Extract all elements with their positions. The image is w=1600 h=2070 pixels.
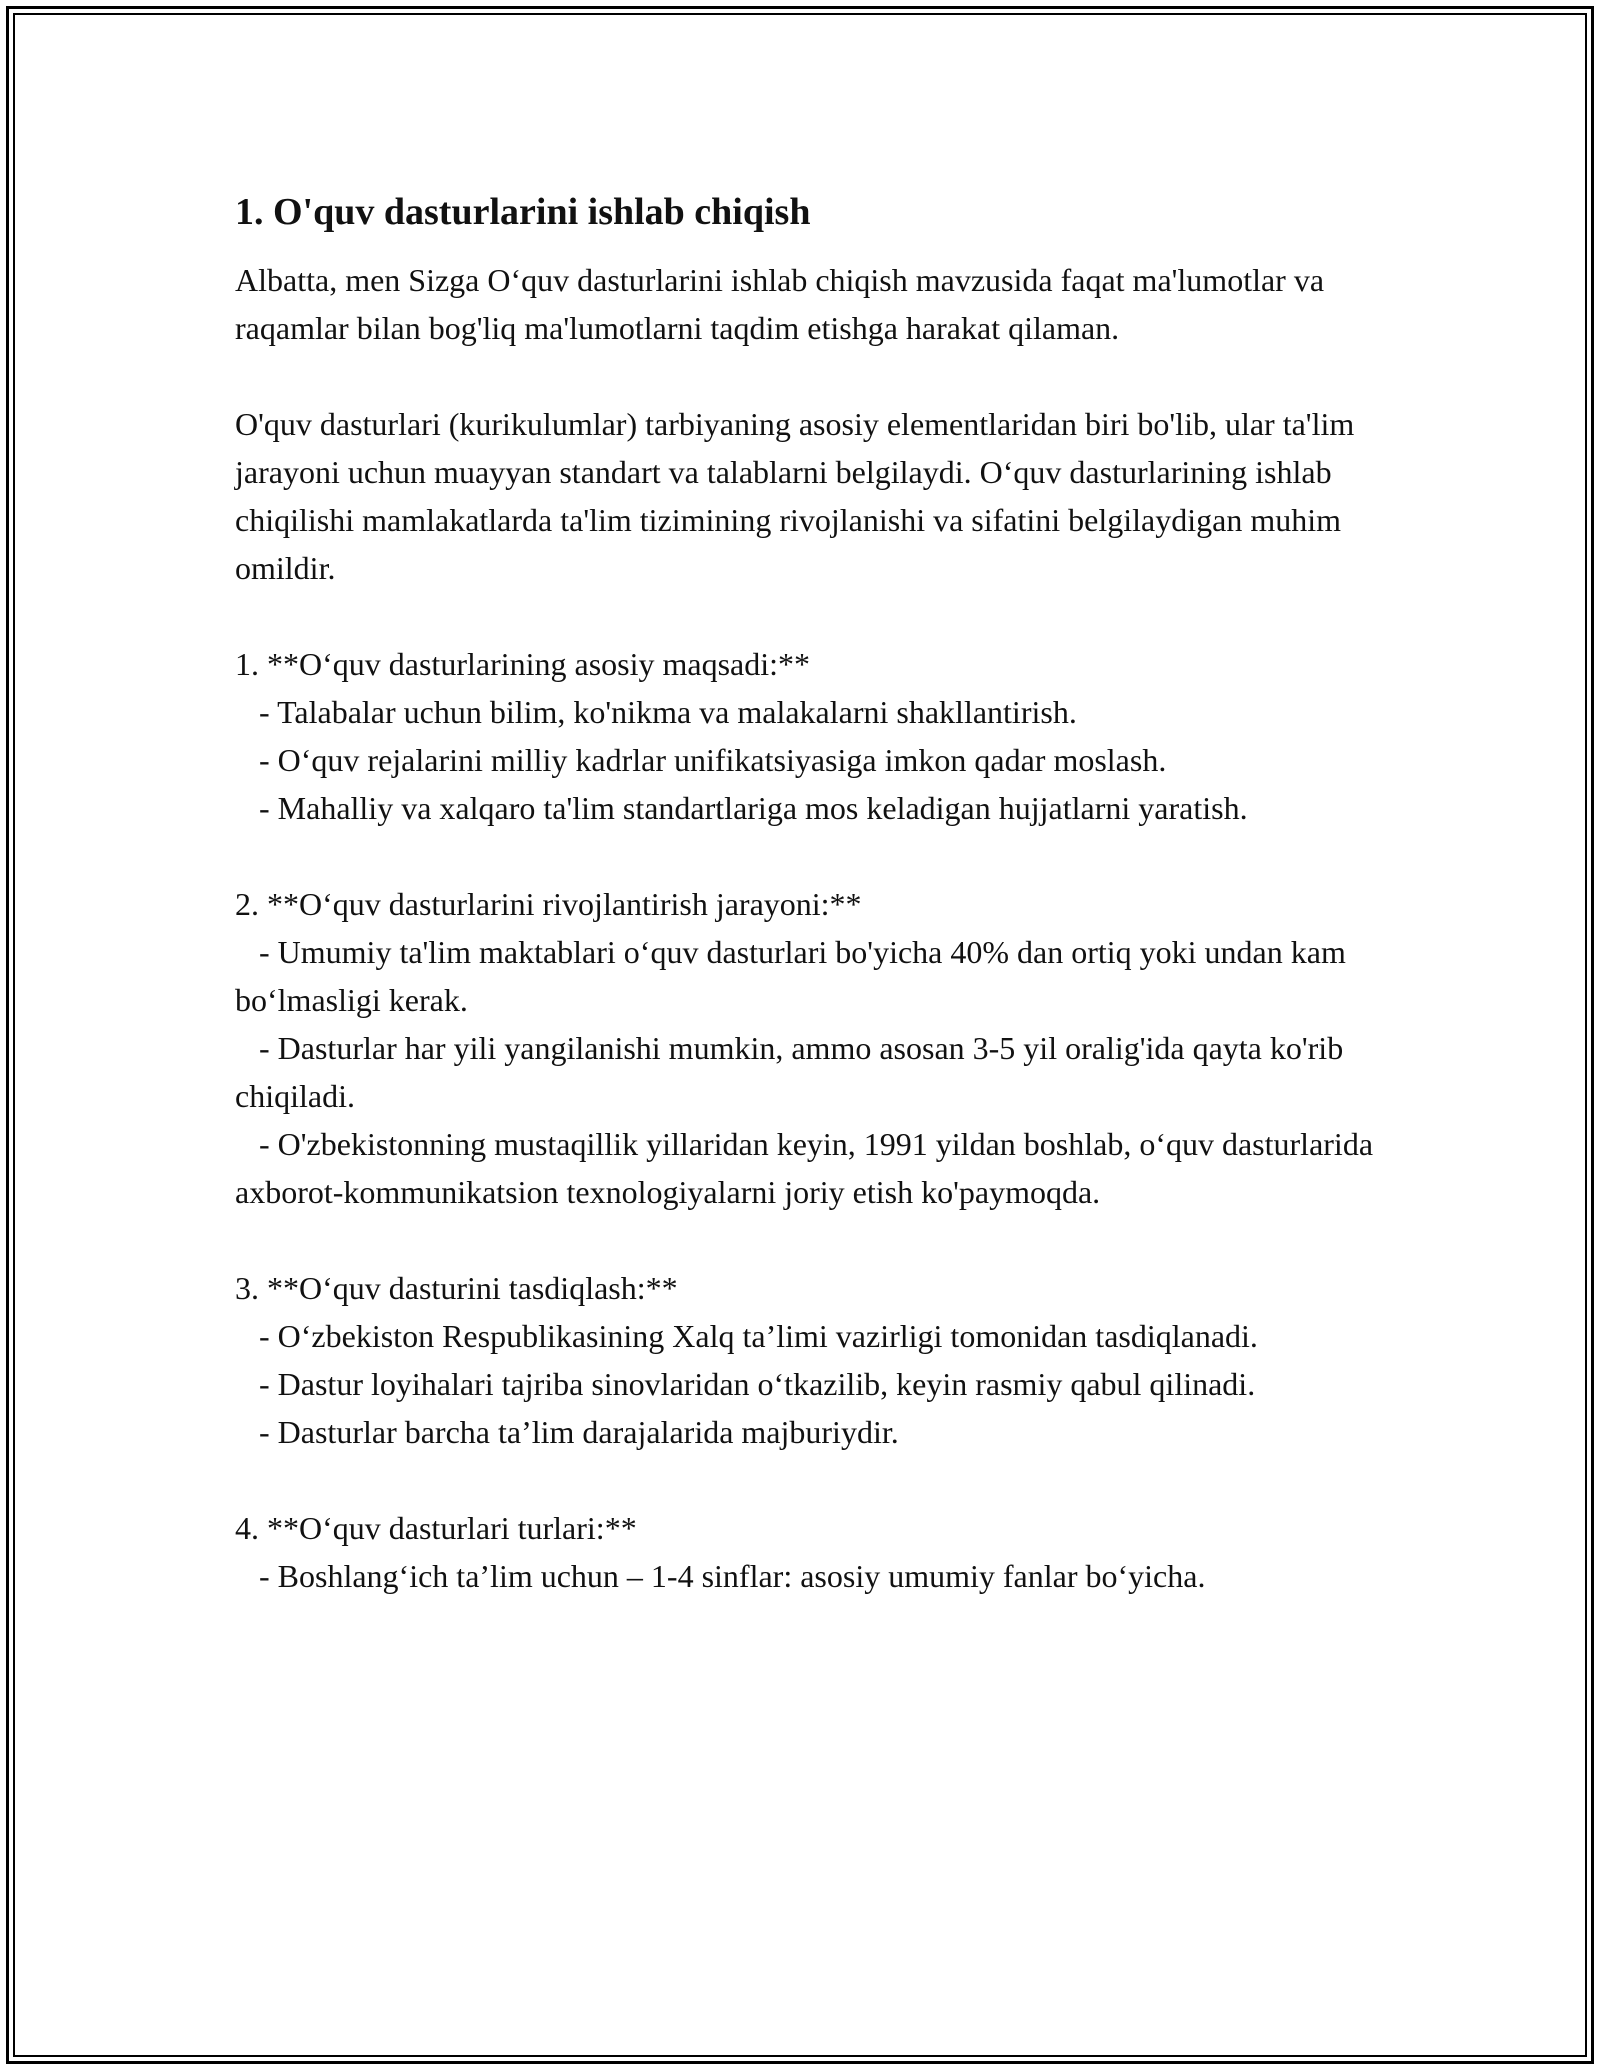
document-title: 1. O'quv dasturlarini ishlab chiqish: [235, 191, 811, 233]
paragraph-spacer: [235, 352, 1375, 400]
intro-paragraph: Albatta, men Sizga O‘quv dasturlarini ishlab chiqish mavzusida faqat ma'lumotlar va raqamlar bilan bog'liq ma'lumotlarni taqdim etishga harakat qilaman.: [235, 262, 1333, 346]
document-content: [235, 188, 1375, 1600]
section-approval: 3. **O‘quv dasturini tasdiqlash:** - O‘zbekiston Respublikasining Xalq ta’limi vazirligi tomonidan tasdiqlanadi. - Dastur loyihalari tajriba sinovlaridan o‘tkazilib, keyin rasmiy qabul qilinadi. - Dasturlar barcha ta’lim darajalarida majburiydir.: [235, 1270, 1258, 1450]
paragraph-spacer: [235, 1216, 1375, 1264]
section-goals: 1. **O‘quv dasturlarining asosiy maqsadi:** - Talabalar uchun bilim, ko'nikma va malakalarni shakllantirish. - O‘quv rejalarini milliy kadrlar unifikatsiyasiga imkon qadar moslash. - Mahalliy va xalqaro ta'lim standartlariga mos keladigan hujjatlarni yaratish.: [235, 646, 1248, 826]
paragraph-spacer: [235, 1456, 1375, 1504]
section-development-process: 2. **O‘quv dasturlarini rivojlantirish jarayoni:** - Umumiy ta'lim maktablari o‘quv dasturlari bo'yicha 40% dan ortiq yoki undan kam bo‘lmasligi kerak. - Dasturlar har yili yangilanishi mumkin, ammo asosan 3-5 yil oralig'ida qayta ko'rib chiqiladi. - O'zbekistonning mustaqillik yillaridan keyin, 1991 yildan boshlab, o‘quv dasturlarida axborot-kommunikatsion texnologiyalarni joriy etish ko'paymoqda.: [235, 886, 1374, 1210]
paragraph-spacer: [235, 832, 1375, 880]
section-types: 4. **O‘quv dasturlari turlari:** - Boshlang‘ich ta’lim uchun – 1-4 sinflar: asosiy umumiy fanlar bo‘yicha.: [235, 1510, 1206, 1594]
paragraph-spacer: [235, 592, 1375, 640]
definition-paragraph: O'quv dasturlari (kurikulumlar) tarbiyaning asosiy elementlaridan biri bo'lib, ular ta'lim jarayoni uchun muayyan standart va talablarni belgilaydi. O‘quv dasturlarining ishlab chiqilishi mamlakatlarda ta'lim tizimining rivojlanishi va sifatini belgilaydigan muhim omildir.: [235, 406, 1363, 586]
